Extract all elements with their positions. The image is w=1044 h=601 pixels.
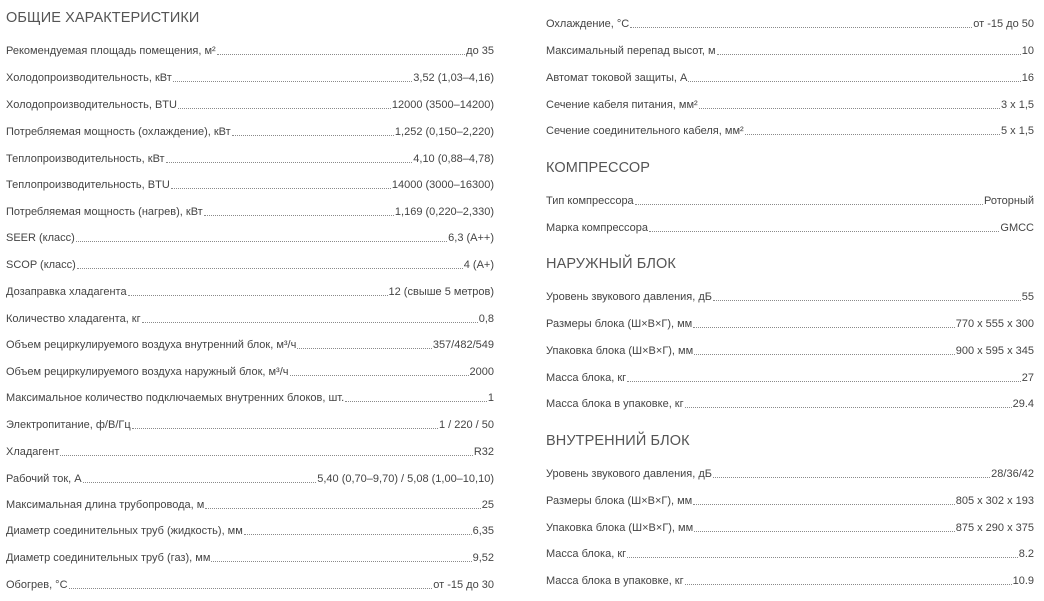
spec-row	[546, 96, 1034, 112]
spec-label: Холодопроизводительность, BTU	[6, 99, 177, 111]
spec-row	[6, 363, 494, 379]
spec-label: Диаметр соединительных труб (газ), мм	[6, 552, 211, 564]
spec-row	[546, 465, 1034, 481]
spec-row	[6, 283, 494, 299]
dot-leader	[694, 354, 955, 355]
spec-value: до 35	[466, 45, 494, 57]
spec-row	[6, 522, 494, 538]
spec-value: 14000 (3000–16300)	[391, 179, 494, 191]
dot-leader	[128, 295, 388, 296]
dot-leader	[694, 531, 955, 532]
spec-value: 25	[481, 499, 494, 511]
spec-row	[6, 310, 494, 326]
dot-leader	[713, 300, 1021, 301]
spec-row	[6, 123, 494, 139]
spec-value: 3 х 1,5	[1000, 99, 1034, 111]
spec-value: 770 х 555 х 300	[955, 318, 1034, 330]
spec-row	[6, 229, 494, 245]
spec-row	[546, 69, 1034, 85]
spec-value: 0,8	[478, 313, 494, 325]
dot-leader	[688, 81, 1020, 82]
dot-leader	[685, 584, 1012, 585]
spec-label: Охлаждение, °С	[546, 18, 630, 30]
spec-label: Объем рециркулируемого воздуха внутренний блок, м³/ч	[6, 339, 297, 351]
spec-row	[6, 176, 494, 192]
spec-row	[546, 42, 1034, 58]
dot-leader	[685, 407, 1012, 408]
dot-leader	[699, 108, 1000, 109]
spec-value: 805 х 302 х 193	[955, 495, 1034, 507]
spec-value: 1,252 (0,150–2,220)	[394, 126, 494, 138]
spec-row	[546, 572, 1034, 588]
spec-row	[546, 369, 1034, 385]
spec-label: Рабочий ток, А	[6, 473, 82, 485]
spec-label: Сечение кабеля питания, мм²	[546, 99, 698, 111]
spec-row	[6, 549, 494, 565]
spec-row	[546, 492, 1034, 508]
spec-value: 4 (A+)	[463, 259, 494, 271]
spec-row	[546, 219, 1034, 235]
spec-label: Автомат токовой защиты, А	[546, 72, 688, 84]
spec-value: 55	[1021, 291, 1034, 303]
dot-leader	[211, 561, 471, 562]
spec-label: Упаковка блока (Ш×В×Г), мм	[546, 522, 694, 534]
spec-value: 900 х 595 х 345	[955, 345, 1034, 357]
spec-value: 16	[1021, 72, 1034, 84]
dot-leader	[297, 348, 431, 349]
spec-row	[546, 545, 1034, 561]
spec-value: 27	[1021, 372, 1034, 384]
dot-leader	[244, 534, 472, 535]
spec-value: 2000	[469, 366, 494, 378]
spec-label: Масса блока в упаковке, кг	[546, 575, 684, 587]
spec-row	[6, 576, 494, 592]
spec-row	[6, 256, 494, 272]
spec-row	[546, 192, 1034, 208]
spec-label: Размеры блока (Ш×В×Г), мм	[546, 318, 693, 330]
dot-leader	[173, 81, 412, 82]
spec-label: Уровень звукового давления, дБ	[546, 468, 712, 480]
dot-leader	[745, 134, 1000, 135]
spec-label: Дозаправка хладагента	[6, 286, 127, 298]
spec-label: Максимальный перепад высот, м	[546, 45, 716, 57]
spec-value: 10	[1021, 45, 1034, 57]
spec-label: Марка компрессора	[546, 222, 649, 234]
spec-value: GMCC	[1000, 222, 1034, 234]
spec-value: 357/482/549	[432, 339, 494, 351]
spec-row	[6, 69, 494, 85]
dot-leader	[693, 327, 954, 328]
spec-label: Обогрев, °С	[6, 579, 68, 591]
dot-leader	[713, 477, 990, 478]
section-title-outdoor-unit: НАРУЖНЫЙ БЛОК	[546, 256, 676, 272]
spec-row	[6, 150, 494, 166]
spec-row	[6, 203, 494, 219]
spec-row	[6, 416, 494, 432]
spec-label: Тип компрессора	[546, 195, 634, 207]
dot-leader	[635, 204, 983, 205]
spec-label: Количество хладагента, кг	[6, 313, 141, 325]
spec-value: R32	[473, 446, 494, 458]
dot-leader	[77, 268, 463, 269]
spec-label: SCOP (класс)	[6, 259, 76, 271]
spec-row	[546, 315, 1034, 331]
dot-leader	[69, 588, 433, 589]
dot-leader	[717, 54, 1021, 55]
spec-row	[546, 342, 1034, 358]
spec-row	[6, 42, 494, 58]
spec-label: Максимальное количество подключаемых внутренних блоков, шт.	[6, 392, 345, 404]
spec-value: 6,3 (A++)	[448, 232, 494, 244]
spec-label: Электропитание, ф/В/Гц	[6, 419, 131, 431]
spec-value: 12 (свыше 5 метров)	[388, 286, 494, 298]
spec-row	[546, 15, 1034, 31]
spec-row	[6, 470, 494, 486]
dot-leader	[627, 381, 1021, 382]
spec-label: Хладагент	[6, 446, 60, 458]
dot-leader	[630, 27, 972, 28]
dot-leader	[217, 54, 465, 55]
spec-label: Максимальная длина трубопровода, м	[6, 499, 205, 511]
spec-label: Уровень звукового давления, дБ	[546, 291, 712, 303]
dot-leader	[178, 108, 391, 109]
spec-row	[6, 96, 494, 112]
dot-leader	[649, 231, 999, 232]
dot-leader	[345, 401, 487, 402]
dot-leader	[83, 482, 317, 483]
spec-row	[546, 519, 1034, 535]
spec-label: Объем рециркулируемого воздуха наружный блок, м³/ч	[6, 366, 289, 378]
spec-value: 1	[487, 392, 494, 404]
spec-value: 1,169 (0,220–2,330)	[394, 206, 494, 218]
spec-value: 5 х 1,5	[1000, 125, 1034, 137]
dot-leader	[232, 135, 394, 136]
spec-label: Масса блока, кг	[546, 548, 627, 560]
dot-leader	[171, 188, 391, 189]
dot-leader	[76, 241, 447, 242]
spec-value: 5,40 (0,70–9,70) / 5,08 (1,00–10,10)	[317, 473, 494, 485]
spec-value: 9,52	[472, 552, 494, 564]
spec-label: Упаковка блока (Ш×В×Г), мм	[546, 345, 694, 357]
spec-row	[6, 336, 494, 352]
spec-label: Теплопроизводительность, кВт	[6, 153, 165, 165]
section-title-general: ОБЩИЕ ХАРАКТЕРИСТИКИ	[6, 10, 200, 26]
section-title-compressor: КОМПРЕССОР	[546, 160, 650, 176]
spec-value: от -15 до 30	[433, 579, 494, 591]
dot-leader	[142, 322, 478, 323]
section-title-indoor-unit: ВНУТРЕННИЙ БЛОК	[546, 433, 690, 449]
dot-leader	[166, 162, 413, 163]
spec-value: 1 / 220 / 50	[438, 419, 494, 431]
spec-row	[546, 288, 1034, 304]
spec-value: 3,52 (1,03–4,16)	[413, 72, 494, 84]
spec-label: Диаметр соединительных труб (жидкость), мм	[6, 525, 243, 537]
spec-value: 6,35	[472, 525, 494, 537]
dot-leader	[627, 557, 1018, 558]
dot-leader	[205, 508, 480, 509]
spec-label: Потребляемая мощность (нагрев), кВт	[6, 206, 203, 218]
spec-label: SEER (класс)	[6, 232, 75, 244]
spec-row	[6, 496, 494, 512]
spec-row	[6, 389, 494, 405]
spec-label: Теплопроизводительность, BTU	[6, 179, 170, 191]
spec-value: 8.2	[1018, 548, 1034, 560]
spec-value: 29.4	[1012, 398, 1034, 410]
spec-label: Холодопроизводительность, кВт	[6, 72, 172, 84]
dot-leader	[204, 215, 394, 216]
spec-value: 875 х 290 х 375	[955, 522, 1034, 534]
spec-value: Роторный	[983, 195, 1034, 207]
dot-leader	[60, 455, 472, 456]
spec-label: Рекомендуемая площадь помещения, м²	[6, 45, 216, 57]
spec-value: 12000 (3500–14200)	[391, 99, 494, 111]
spec-row	[546, 395, 1034, 411]
dot-leader	[132, 428, 438, 429]
dot-leader	[693, 504, 954, 505]
spec-label: Масса блока в упаковке, кг	[546, 398, 684, 410]
spec-row	[6, 443, 494, 459]
spec-label: Размеры блока (Ш×В×Г), мм	[546, 495, 693, 507]
spec-label: Потребляемая мощность (охлаждение), кВт	[6, 126, 231, 138]
spec-value: 4,10 (0,88–4,78)	[413, 153, 494, 165]
spec-value: от -15 до 50	[973, 18, 1034, 30]
spec-label: Масса блока, кг	[546, 372, 627, 384]
spec-value: 10.9	[1012, 575, 1034, 587]
spec-row	[546, 122, 1034, 138]
dot-leader	[290, 375, 469, 376]
spec-label: Сечение соединительного кабеля, мм²	[546, 125, 744, 137]
spec-value: 28/36/42	[991, 468, 1034, 480]
